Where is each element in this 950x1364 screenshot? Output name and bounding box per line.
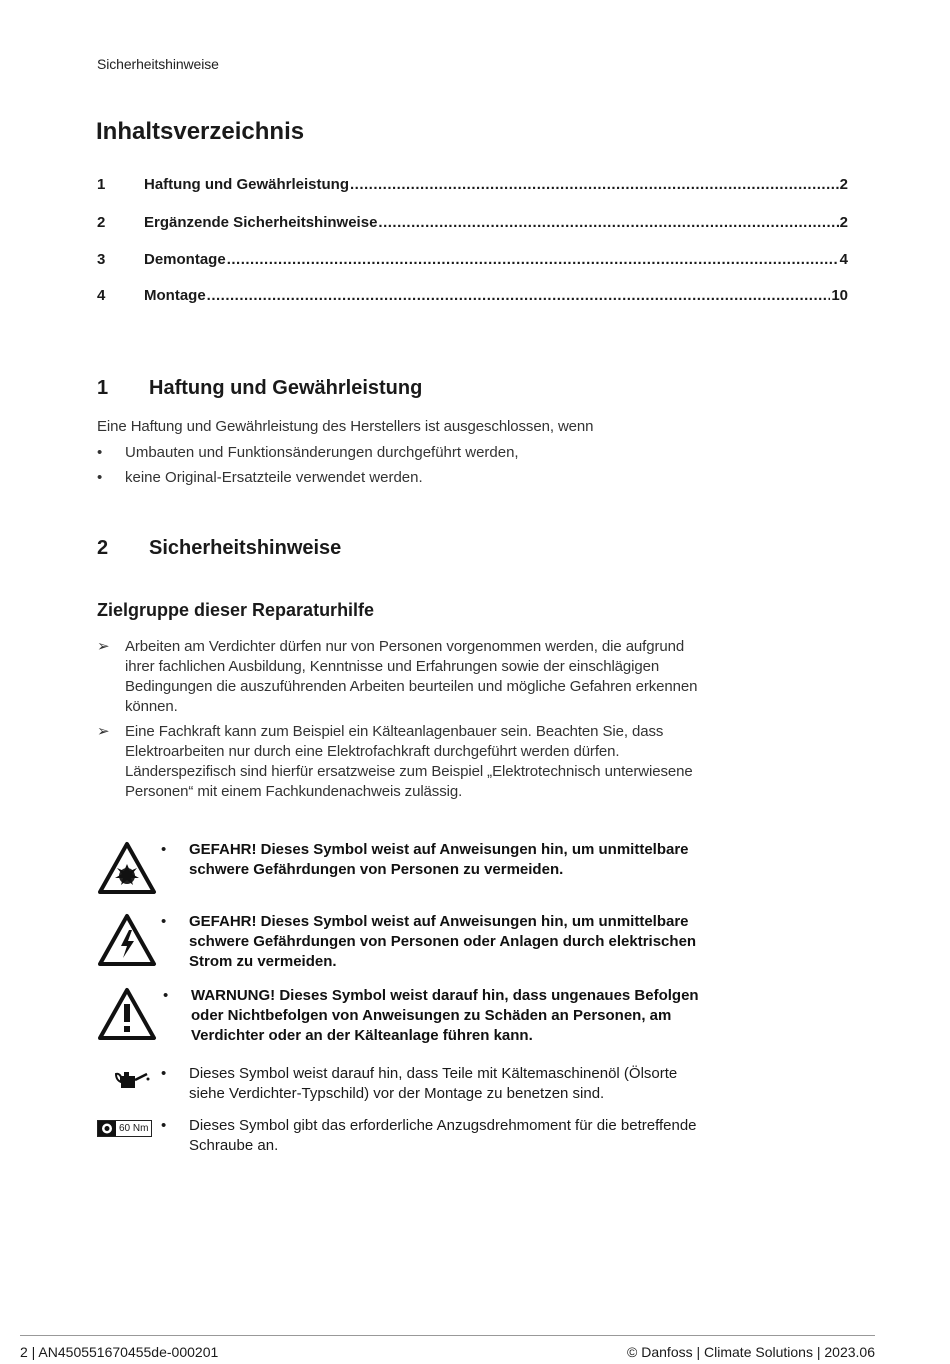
torque-wrench-icon [97,1116,161,1156]
toc-entry-title: Montage [144,287,206,304]
symbol-description: Dieses Symbol weist darauf hin, dass Teile mit Kältemaschinenöl (Ölsorte siehe Verdichter-Typschild) vor der Montage zu benetzen sind. [189,1065,678,1102]
section-number: 2 [97,537,109,559]
toc-leader-dots [207,287,831,304]
toc-leader-dots [350,176,839,193]
toc-entry-title: Haftung und Gewährleistung [144,176,349,193]
toc-entry-title: Ergänzende Sicherheitshinweise [144,214,378,231]
symbol-description: WARNUNG! Dieses Symbol weist darauf hin, dass ungenaues Befolgen oder Nichtbefolgen von Anweisungen zu Schäden an Personen, am Verdichter oder an der Kälteanlage führen kann. [191,987,699,1044]
toc-entry-page: 2 [839,214,848,231]
toc-entry-2[interactable] [97,214,848,234]
arrow-bullet-icon: ➢ [97,723,110,740]
section-title: Haftung und Gewährleistung [149,377,423,399]
toc-entry-number: 4 [97,287,106,304]
section-title: Sicherheitshinweise [149,537,342,559]
toc-title: Inhaltsverzeichnis [96,118,305,145]
oil-can-icon [97,1064,161,1104]
toc-entry-page: 4 [839,251,848,268]
bullet-icon: • [163,987,169,1004]
toc-entry-title: Demontage [144,251,226,268]
section-2-heading [97,537,341,560]
symbol-explanation-row [97,912,717,974]
toc-entry-page: 2 [839,176,848,193]
explosion-warning-icon [97,840,161,902]
torque-value: 60 Nm [119,1122,149,1134]
torque-badge [97,1120,152,1137]
bullet-icon: • [161,1117,167,1134]
bullet-icon: • [161,913,167,930]
list-item [97,444,519,461]
list-item [97,722,705,802]
arrow-bullet-icon: ➢ [97,638,110,655]
wrench-knob-icon [98,1121,116,1136]
footer-copyright: © Danfoss | Climate Solutions | 2023.06 [627,1344,875,1360]
electric-hazard-icon [97,912,161,974]
running-head: Sicherheitshinweise [97,56,219,72]
section-1-intro: Eine Haftung und Gewährleistung des Herstellers ist ausgeschlossen, wenn [97,418,594,435]
list-item-text: keine Original-Ersatzteile verwendet werden. [125,469,423,486]
symbol-explanation-row [97,840,717,902]
toc-entry-number: 1 [97,176,106,193]
footer-divider [20,1335,875,1336]
toc-entry-1[interactable] [97,176,848,196]
toc-entry-4[interactable] [97,287,848,307]
section-1-heading [97,377,422,400]
toc-entry-3[interactable] [97,251,848,271]
symbol-description: GEFAHR! Dieses Symbol weist auf Anweisungen hin, um unmittelbare schwere Gefährdungen von Personen zu vermeiden. [189,841,689,878]
toc-leader-dots [378,214,838,231]
symbol-explanation-row [97,1064,717,1104]
list-item-text: Eine Fachkraft kann zum Beispiel ein Kälteanlagenbauer sein. Beachten Sie, dass Elektroarbeiten nur durch eine Elektrofachkraft durchgeführt werden dürfen. Länderspezifisch sind hierfür ersatzweise zum Beispiel „Elektrotechnisch unterwiesene Personen“ mit einem Fachkundenachweis zulässig. [125,723,693,800]
symbol-description: Dieses Symbol gibt das erforderliche Anzugsdrehmoment für die betreffende Schraube an. [189,1117,697,1154]
list-item-text: Arbeiten am Verdichter dürfen nur von Personen vorgenommen werden, die aufgrund ihrer fachlichen Ausbildung, Kenntnisse und Erfahrungen sowie der einschlägigen Bedingungen die auszuführenden Arbeiten beurteilen und mögliche Gefahren erkennen können. [125,638,698,715]
toc-entry-number: 2 [97,214,106,231]
list-item [97,637,705,717]
bullet-icon: • [161,1065,167,1082]
bullet-icon: • [97,469,103,486]
symbol-explanation-row [97,1116,717,1156]
footer-document-id: 2 | AN450551670455de-000201 [20,1344,219,1360]
subheading: Zielgruppe dieser Reparaturhilfe [97,600,375,620]
list-item [97,469,423,486]
section-number: 1 [97,377,109,399]
bullet-icon: • [97,444,103,461]
toc-leader-dots [227,251,839,268]
symbol-explanation-row [97,986,717,1048]
bullet-icon: • [161,841,167,858]
list-item-text: Umbauten und Funktionsänderungen durchgeführt werden, [125,444,519,461]
symbol-description: GEFAHR! Dieses Symbol weist auf Anweisungen hin, um unmittelbare schwere Gefährdungen von Personen oder Anlagen durch elektrischen Strom zu vermeiden. [189,913,697,970]
toc-entry-page: 10 [831,287,848,304]
general-warning-icon [97,986,161,1048]
toc-entry-number: 3 [97,251,106,268]
